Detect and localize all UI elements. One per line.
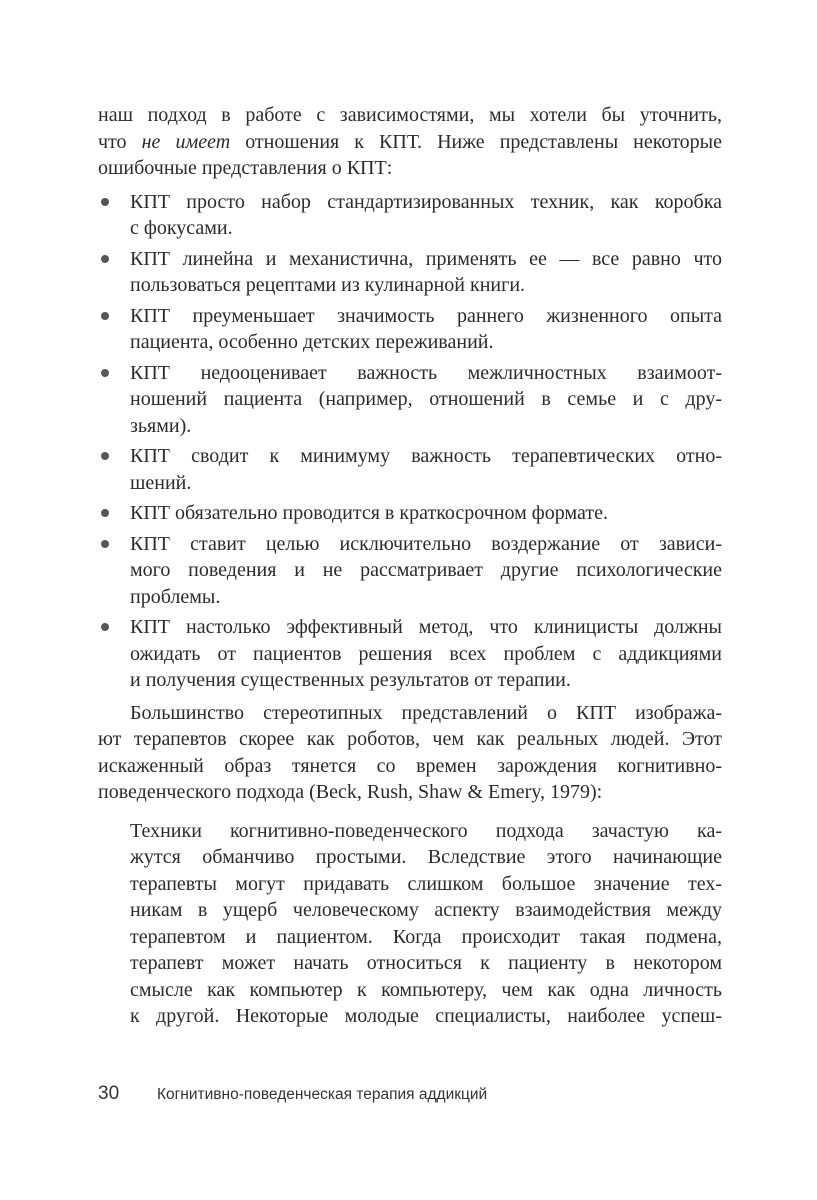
bullet-icon: [101, 255, 109, 263]
text-line: терапевт может начать относиться к пациенту в некотором: [130, 952, 722, 974]
text-line: КПТ ставит целью исключительно воздержание от зависи-: [130, 532, 722, 555]
text-line: искаженный образ тянется со времен зарождения когнитивно-: [98, 754, 722, 777]
text-line: [98, 129, 722, 156]
running-title: Когнитивно-поведенческая терапия аддикций: [157, 1086, 488, 1103]
bullet-icon: [101, 198, 109, 206]
paragraph: [98, 700, 722, 806]
text-line: терапевты могут придавать слишком большое значение тех-: [130, 872, 722, 895]
text-line: поведенческого подхода (Beck, Rush, Shaw & Emery, 1979):: [98, 781, 603, 803]
text-line: смысле как компьютер к компьютеру, чем как одна личность: [130, 978, 722, 1001]
italic-emphasis: не имеет: [141, 130, 231, 153]
text-run: отношения к КПТ. Ниже представлены некоторые: [230, 130, 722, 153]
text-line: КПТ настолько эффективный метод, что клиницисты должны: [130, 616, 722, 638]
list-item: [98, 303, 722, 356]
list-item: [98, 531, 722, 611]
page-number: 30: [98, 1083, 120, 1104]
text-line: терапевтом и пациентом. Когда происходит такая подмена,: [130, 925, 722, 948]
text-line: ошибочные представления о КПТ:: [98, 157, 393, 179]
text-line: КПТ недооценивает важность межличностных взаимоот-: [130, 361, 722, 384]
bullet-icon: [101, 452, 109, 460]
list-item: [98, 614, 722, 694]
misconceptions-list: [98, 189, 722, 694]
text-line: проблемы.: [130, 585, 221, 608]
list-item: [98, 246, 722, 299]
text-line: КПТ преуменьшает значимость раннего жизненного опыта: [130, 304, 722, 327]
text-line: мого поведения и не рассматривает другие психологические: [130, 559, 722, 581]
text-line: ношений пациента (например, отношений в семье и с дру-: [130, 388, 722, 410]
text-line: КПТ обязательно проводится в краткосрочном формате.: [130, 502, 608, 524]
text-run: что: [98, 130, 142, 153]
bullet-icon: [101, 540, 109, 548]
bullet-icon: [101, 369, 109, 377]
list-item: [98, 500, 722, 527]
text-line: КПТ просто набор стандартизированных техник, как коробка: [130, 190, 722, 213]
intro-paragraph: [98, 102, 722, 182]
text-line: к другой. Некоторые молодые специалисты, наиболее успеш-: [130, 1005, 722, 1027]
bullet-icon: [101, 509, 109, 517]
list-item: [98, 360, 722, 440]
bullet-icon: [101, 312, 109, 320]
text-line: пациента, особенно детских переживаний.: [130, 331, 494, 353]
text-line: и получения существенных результатов от терапии.: [130, 669, 571, 691]
text-line: зьями).: [130, 414, 192, 437]
text-line: КПТ линейна и механистична, применять ее — все равно что: [130, 247, 722, 270]
text-line: никам в ущерб человеческому аспекту взаимодействия между: [130, 899, 722, 921]
text-line: с фокусами.: [130, 217, 233, 239]
text-line: Большинство стереотипных представлений о КПТ изобража-: [130, 701, 722, 724]
text-line: ют терапевтов скорее как роботов, чем как реальных людей. Этот: [98, 728, 722, 750]
text-line: шений.: [130, 471, 192, 494]
text-line: наш подход в работе с зависимостями, мы хотели бы уточнить,: [98, 104, 722, 126]
page-body: [98, 102, 722, 1030]
list-item: [98, 443, 722, 496]
text-line: пользоваться рецептами из кулинарной книги.: [130, 274, 526, 296]
bullet-icon: [101, 623, 109, 631]
block-quote: [98, 818, 722, 1030]
text-line: КПТ сводит к минимуму важность терапевтических отно-: [130, 445, 722, 467]
list-item: [98, 189, 722, 242]
text-line: Техники когнитивно-поведенческого подхода зачастую ка-: [130, 819, 722, 842]
text-line: ожидать от пациентов решения всех проблем с аддикциями: [130, 642, 722, 665]
text-line: жутся обманчиво простыми. Вследствие этого начинающие: [130, 846, 722, 868]
page-footer: [98, 1082, 722, 1108]
